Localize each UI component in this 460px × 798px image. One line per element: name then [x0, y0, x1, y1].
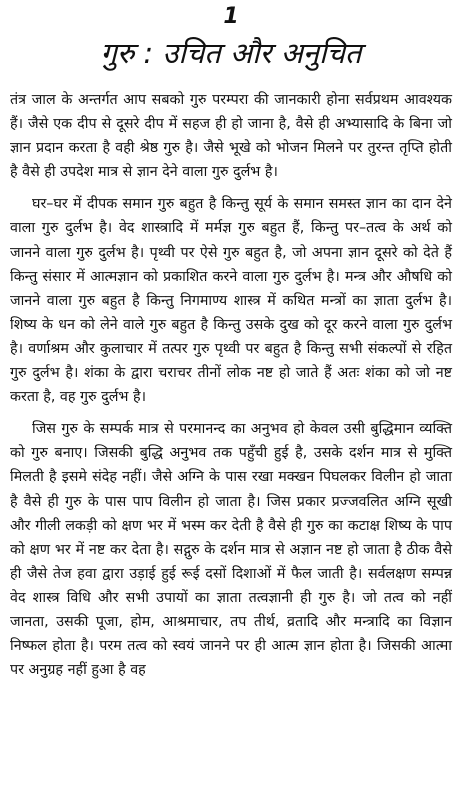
paragraph-guru-rarity: घर–घर में दीपक समान गुरु बहुत है किन्तु सूर्य के समान समस्त ज्ञान का दान देने वाला गुरु दुर्लभ है। वेद शास्त्रादि में मर्मज्ञ गुरु बहुत हैं, किन्तु पर–तत्व के अर्थ को जानने वाला गुरु दुर्लभ है। पृथ्वी पर ऐसे गुरु बहुत है, जो अपना ज्ञान दूसरे को देते हैं किन्तु संसार में आत्मज्ञान को प्रकाशित करने वाला गुरु दुर्लभ है। मन्त्र और औषधि को जानने वाला गुरु बहुत है किन्तु निगमाण्य शास्त्र में कथित मन्त्रों का ज्ञाता दुर्लभ है। शिष्य के धन को लेने वाले गुरु बहुत है किन्तु उसके दुख को दूर करने वाला गुरु दुर्लभ है। वर्णाश्रम और कुलाचार में तत्पर गुरु पृथ्वी पर बहुत है किन्तु सभी संकल्पों से रहित गुरु दुर्लभ है। शंका के द्वारा चराचर तीनों लोक नष्ट हो जाते हैं अतः शंका को जो नष्ट करता है, वह गुरु दुर्लभ है। [10, 196, 452, 406]
book-page [0, 4, 460, 798]
chapter-title: गुरु : उचित और अनुचित [100, 36, 362, 70]
chapter-number: 1 [223, 4, 239, 29]
paragraph-guru-qualities: जिस गुरु के सम्पर्क मात्र से परमानन्द का अनुभव हो केवल उसी बुद्धिमान व्यक्ति को गुरु बनाए। जिसकी बुद्धि अनुभव तक पहुँची हुई है, उसके दर्शन मात्र से मुक्ति मिलती है इसमे संदेह नहीं। जैसे अग्नि के पास रखा मक्खन पिघलकर विलीन हो जाता है वैसे ही गुरु के पास पाप विलीन हो जाता है। जिस प्रकार प्रज्जवलित अग्नि सूखी और गीली लकड़ी को क्षण भर में भस्म कर देती है वैसे ही गुरु का कटाक्ष शिष्य के पाप को क्षण भर में नष्ट कर देता है। सद्गुरु के दर्शन मात्र से अज्ञान नष्ट हो जाता है ठीक वैसे ही जैसे तेज हवा द्वारा उड़ाई हुई रूई दसों दिशाओं में फैल जाती है। सर्वलक्षण सम्पन्न वेद शास्त्र विधि और सभी उपायों का ज्ञाता तत्वज्ञानी ही गुरु है। जो तत्व को नहीं जानता, उसकी पूजा, होम, आश्रमाचार, तप तीर्थ, व्रतादि और मन्त्रादि का विज्ञान निष्फल होता है। परम तत्व को स्वयं जानने पर ही आत्म ज्ञान होता है। जिसकी आत्मा पर अनुग्रह नहीं हुआ है वह [10, 421, 452, 679]
paragraph-intro: तंत्र जाल के अन्तर्गत आप सबको गुरु परम्परा की जानकारी होना सर्वप्रथम आवश्यक हैं। जैसे एक दीप से दूसरे दीप में सहज ही हो जाना है, वैसे ही अभ्यासादि के बिना जो ज्ञान प्रदान करता है वही श्रेष्ठ गुरु है। जैसे भूखे को भोजन मिलने पर तुरन्त तृप्ति होती है वैसे ही उपदेश मात्र से ज्ञान देने वाला गुरु दुर्लभ है। [10, 92, 452, 181]
